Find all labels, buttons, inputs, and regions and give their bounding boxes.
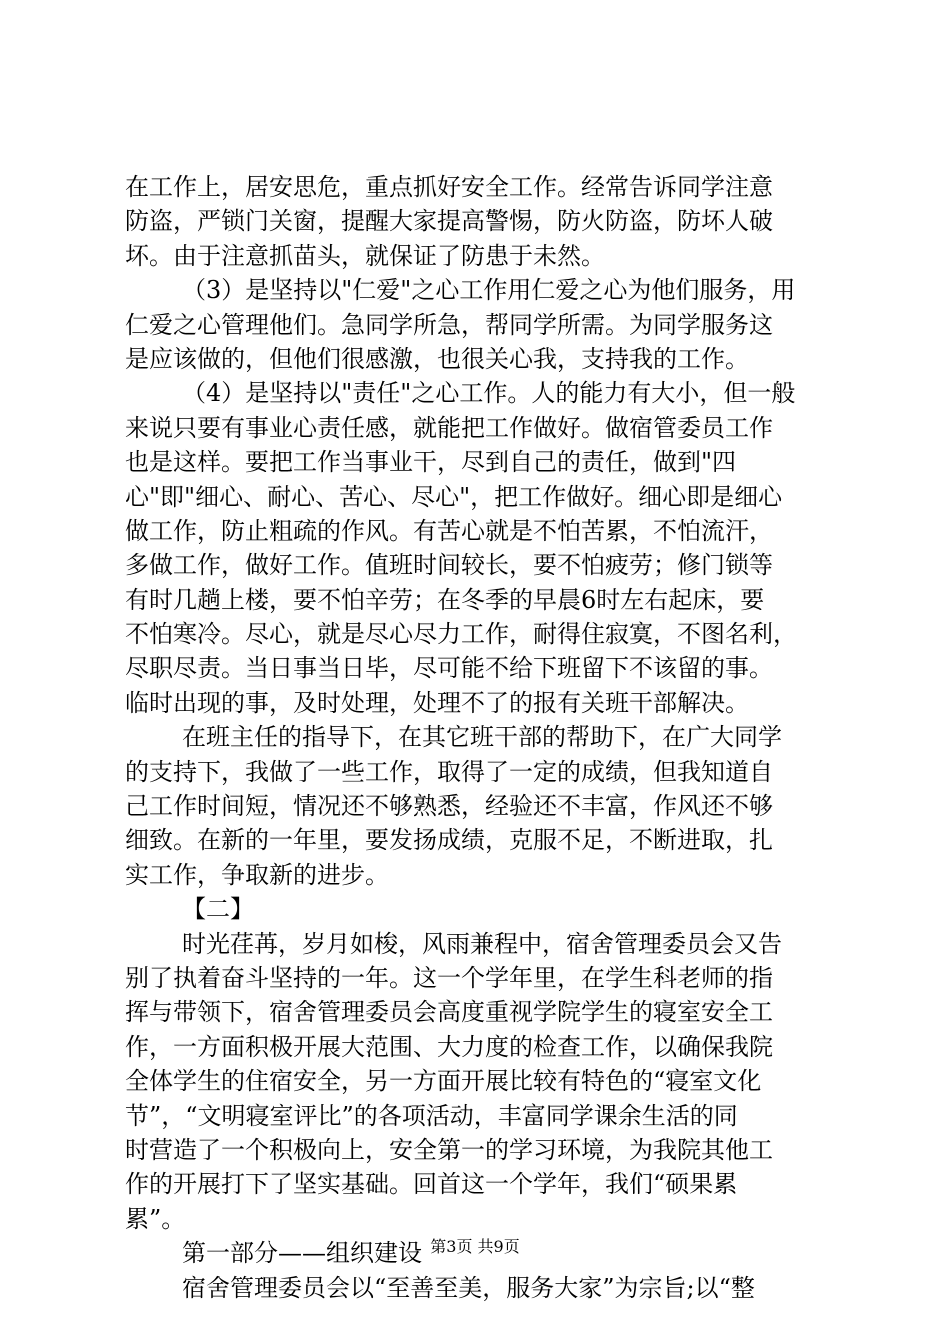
text-line: 全体学生的住宿安全，另一方面开展比较有特色的“寝室文化 — [125, 1067, 762, 1096]
text-line: 宿舍管理委员会以“至善至美，服务大家”为宗旨;以“整 — [182, 1273, 755, 1302]
text-line: 的支持下，我做了一些工作，取得了一定的成绩，但我知道自 — [125, 757, 773, 786]
text-line: 时光荏苒，岁月如梭，风雨兼程中，宿舍管理委员会又告 — [182, 929, 782, 958]
text-line: 不怕寒冷。尽心，就是尽心尽力工作，耐得住寂寞，不图名利， — [125, 620, 797, 649]
text-line: 作的开展打下了坚实基础。回首这一个学年，我们“硕果累 — [125, 1170, 738, 1199]
text-line: （4）是坚持以"责任"之心工作。人的能力有大小，但一般 — [182, 379, 796, 408]
text-line: 是应该做的，但他们很感激，也很关心我，支持我的工作。 — [125, 344, 749, 373]
text-line: 别了执着奋斗坚持的一年。这一个学年里，在学生科老师的指 — [125, 963, 773, 992]
text-line: 仁爱之心管理他们。急同学所急，帮同学所需。为同学服务这 — [125, 310, 773, 339]
text-line: 心"即"细心、耐心、苦心、尽心"，把工作做好。细心即是细心 — [125, 482, 783, 511]
text-line: 多做工作，做好工作。值班时间较长，要不怕疲劳；修门锁等 — [125, 551, 773, 580]
text-line: 也是这样。要把工作当事业干，尽到自己的责任，做到"四 — [125, 448, 737, 477]
text-line: 己工作时间短，情况还不够熟悉，经验还不丰富，作风还不够 — [125, 792, 773, 821]
text-line: 防盗，严锁门关窗，提醒大家提高警惕，防火防盗，防坏人破 — [125, 207, 773, 236]
text-line: 作，一方面积极开展大范围、大力度的检查工作，以确保我院 — [125, 1032, 773, 1061]
text-line: 坏。由于注意抓苗头，就保证了防患于未然。 — [125, 241, 605, 270]
text-line: 有时几趟上楼，要不怕辛劳；在冬季的早晨6时左右起床，要 — [125, 585, 765, 614]
text-line: 实工作，争取新的进步。 — [125, 860, 389, 889]
text-line: 来说只要有事业心责任感，就能把工作做好。做宿管委员工作 — [125, 413, 773, 442]
text-line: 挥与带领下，宿舍管理委员会高度重视学院学生的寝室安全工 — [125, 998, 773, 1027]
text-line: 时营造了一个积极向上，安全第一的学习环境，为我院其他工 — [125, 1135, 773, 1164]
text-line: （3）是坚持以"仁爱"之心工作用仁爱之心为他们服务，用 — [182, 276, 796, 305]
text-line: 临时出现的事，及时处理，处理不了的报有关班干部解决。 — [125, 688, 749, 717]
text-line: 累”。 — [125, 1204, 186, 1233]
text-line: 第一部分——组织建设 — [182, 1239, 422, 1268]
text-line: 【二】 — [182, 895, 254, 924]
page-footer: 第3页 共9页 — [430, 1237, 520, 1256]
text-line: 节”，“文明寝室评比”的各项活动，丰富同学课余生活的同 — [125, 1101, 738, 1130]
document-body — [125, 170, 835, 1305]
text-line: 细致。在新的一年里，要发扬成绩，克服不足，不断进取，扎 — [125, 826, 773, 855]
text-line: 在班主任的指导下，在其它班干部的帮助下，在广大同学 — [182, 723, 782, 752]
text-line: 做工作，防止粗疏的作风。有苦心就是不怕苦累，不怕流汗， — [125, 516, 773, 545]
text-line: 在工作上，居安思危，重点抓好安全工作。经常告诉同学注意 — [125, 173, 773, 201]
text-line: 尽职尽责。当日事当日毕，尽可能不给下班留下不该留的事。 — [125, 654, 773, 683]
